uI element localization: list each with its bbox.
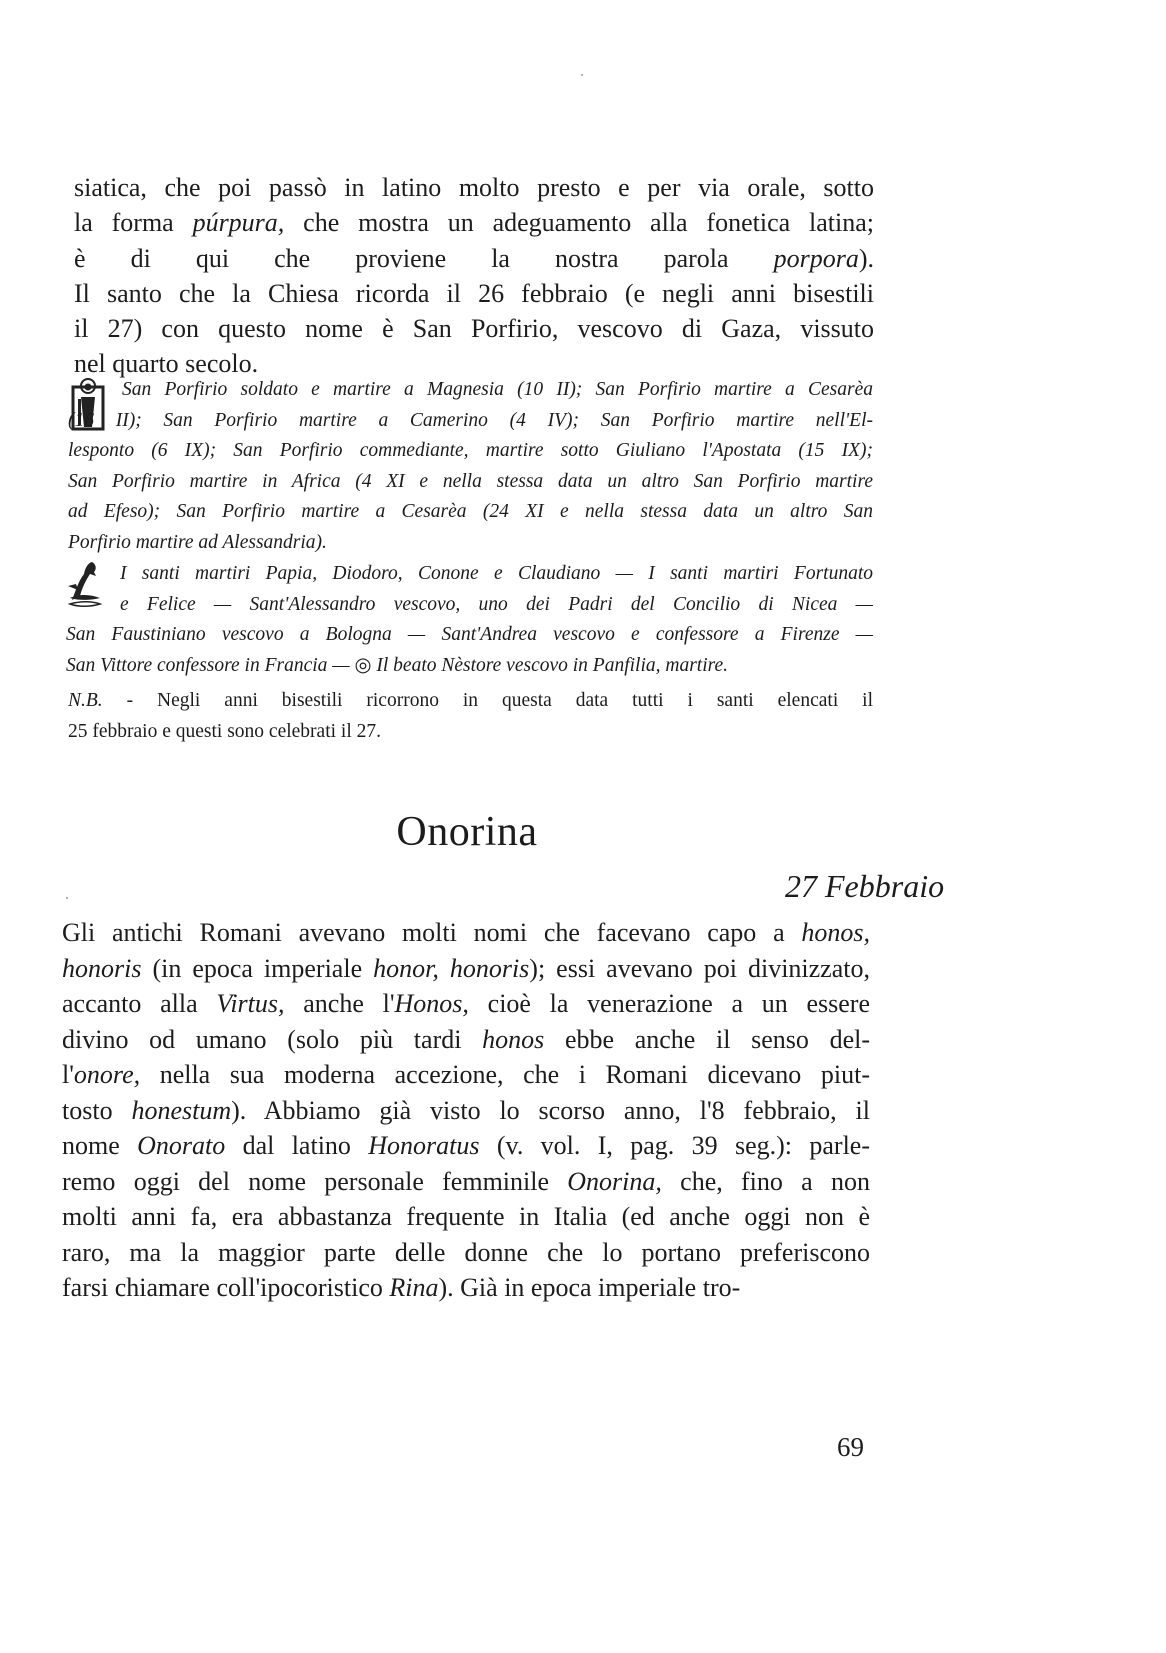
text-line: Il santo che la Chiesa ricorda il 26 febbraio (e negli anni bisestili (74, 278, 874, 308)
italic-term: Honos, (394, 989, 469, 1018)
text-line: il 27) con questo nome è San Porfirio, vescovo di Gaza, vissuto (74, 314, 874, 344)
italic-term: Rina (389, 1273, 439, 1302)
saints-line: ad Efeso); San Porfirio martire a Cesarèa (24 XI e nella stessa data un altro San (68, 501, 873, 523)
text-line: Gli antichi Romani avevano molti nomi che facevano capo a honos, (62, 918, 870, 947)
saints-line: (16 II); San Porfirio martire a Camerino (4 IV); San Porfirio martire nell'El- (68, 409, 873, 431)
section-date: 27 Febbraio (785, 868, 945, 904)
italic-term: púrpura, (192, 208, 285, 238)
saints-line: I santi martiri Papia, Diodoro, Conone e Claudiano — I santi martiri Fortunato (120, 563, 873, 584)
leap-year-note (68, 686, 873, 747)
text-line: siatica, che poi passò in latino molto presto e per via orale, sotto (74, 173, 874, 202)
text-line: tosto honestum). Abbiamo già visto lo scorso anno, l'8 febbraio, il (62, 1095, 870, 1125)
italic-term: Honoratus (368, 1131, 480, 1160)
saints-line: e Felice — Sant'Alessandro vescovo, uno dei Padri del Concilio di Nicea — (120, 593, 873, 615)
text-line: è di qui che proviene la nostra parola porpora). (74, 243, 874, 273)
onorina-paragraph (62, 915, 870, 1306)
note-line: N.B. - Negli anni bisestili ricorrono in questa data tutti i santi elencati il (68, 690, 873, 711)
text-line: nome Onorato dal latino Honoratus (v. vol. I, pag. 39 seg.): parle- (62, 1131, 870, 1160)
text-line: farsi chiamare coll'ipocoristico Rina). Già in epoca imperiale tro- (62, 1273, 741, 1302)
text-line: molti anni fa, era abbastanza frequente in Italia (ed anche oggi non è (62, 1202, 870, 1231)
text-line: remo oggi del nome personale femminile Onorina, che, fino a non (62, 1166, 870, 1196)
italic-term: Onorina, (567, 1166, 662, 1196)
note-line: 25 febbraio e questi sono celebrati il 27. (68, 720, 381, 742)
saints-line: San Faustiniano vescovo a Bologna — Sant'Andrea vescovo e confessore a Firenze — (66, 624, 873, 646)
italic-term: honos, (801, 918, 870, 947)
italic-term: onore, (73, 1060, 141, 1089)
text-line: la forma púrpura, che mostra un adeguamento alla fonetica latina; (74, 208, 874, 238)
print-speck (581, 74, 583, 76)
italic-term: honestum (131, 1095, 232, 1125)
text-line: l'onore, nella sua moderna accezione, che i Romani dicevano piut- (62, 1060, 870, 1089)
text-line: nel quarto secolo. (74, 349, 259, 379)
italic-term: honor, honoris (373, 953, 530, 983)
text-line: honoris (in epoca imperiale honor, honoris); essi avevano poi divinizzato, (62, 953, 870, 983)
saints-line: lesponto (6 IX); San Porfirio commediante, martire sotto Giuliano l'Apostata (15 IX); (68, 440, 873, 462)
italic-term: Onorato (137, 1131, 226, 1160)
text-line: accanto alla Virtus, anche l'Honos, cioè la venerazione a un essere (62, 989, 870, 1018)
italic-term: honos (482, 1024, 545, 1054)
page-number: 69 (837, 1432, 864, 1462)
saints-line: San Porfirio soldato e martire a Magnesia (10 II); San Porfirio martire a Cesarèa (122, 379, 873, 400)
italic-term: Virtus, (216, 989, 285, 1018)
saints-list-day (66, 559, 873, 681)
saints-line: San Porfirio martire in Africa (4 XI e nella stessa data un altro San Porfirio martire (68, 470, 873, 492)
section-title: Onorina (396, 809, 538, 855)
saints-line: San Vittore confessore in Francia — ◎ Il beato Nèstore vescovo in Panfilia, martire. (66, 654, 729, 676)
italic-term: honoris (62, 953, 142, 983)
saints-list-porfirio (68, 375, 873, 559)
saints-line: Porfirio martire ad Alessandria). (68, 531, 327, 553)
continuation-paragraph (74, 170, 874, 382)
print-speck (66, 897, 68, 899)
text-line: raro, ma la maggior parte delle donne che lo portano preferiscono (62, 1237, 870, 1267)
italic-term: porpora (773, 243, 859, 273)
note-label: N.B. (68, 690, 103, 711)
text-line: divino od umano (solo più tardi honos ebbe anche il senso del- (62, 1024, 870, 1054)
